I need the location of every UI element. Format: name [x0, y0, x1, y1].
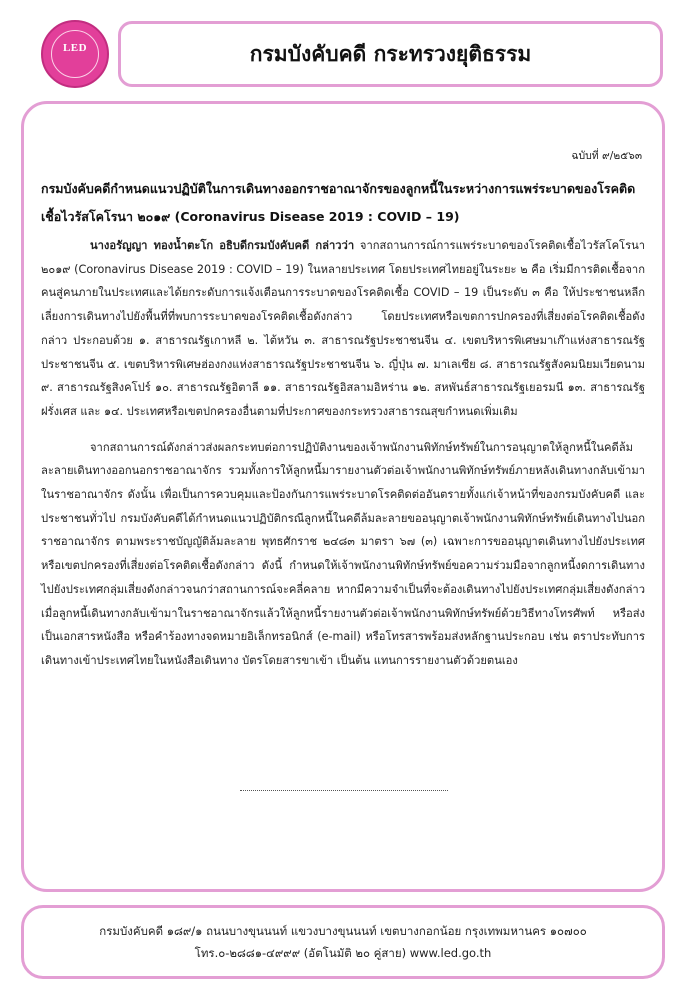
logo [41, 20, 109, 88]
speaker: นางอรัญญา ทองน้ำตะโก อธิบดีกรมบังคับคดี กล่าวว่า [90, 239, 355, 252]
logo-ring [51, 30, 99, 78]
footer-address: กรมบังคับคดี ๑๘๙/๑ ถนนบางขุนนนท์ แขวงบางขุนนนท์ เขตบางกอกน้อย กรุงเทพมหานคร ๑๐๗๐๐ [99, 924, 587, 938]
headline: กรมบังคับคดีกำหนดแนวปฏิบัติในการเดินทางออกราชอาณาจักรของลูกหนี้ในระหว่างการแพร่ระบาดของโรคติดเชื้อไวรัสโคโรนา ๒๐๑๙ (Coronavirus Disease 2019 : COVID – 19) [41, 181, 636, 224]
paragraph-2: จากสถานการณ์ดังกล่าวส่งผลกระทบต่อการปฏิบัติงานของเจ้าพนักงานพิทักษ์ทรัพย์ในการอนุญาตให้ลูกหนี้ในคดีล้มละลายเดินทางออกนอกราชอาณาจักร รวมทั้งการให้ลูกหนี้มารายงานตัวต่อเจ้าพนักงานพิทักษ์ทรัพย์ภายหลังเดินทางกลับเข้ามาในราชอาณาจักร ดังนั้น เพื่อเป็นการควบคุมและป้องกันการแพร่ระบาดโรคติดต่ออันตรายทั้งแก่เจ้าหน้าที่ของกรมบังคับคดี และประชาชนทั่วไป กรมบังคับคดีได้กำหนดแนวปฏิบัติกรณีลูกหนี้ในคดีล้มละลายขออนุญาตเจ้าพนักงานพิทักษ์ทรัพย์เดินทางไปนอกราชอาณาจักร ตามพระราชบัญญัติล้มละลาย พุทธศักราช ๒๔๘๓ มาตรา ๖๗ (๓) เฉพาะการขออนุญาตเดินทางไปยังประเทศหรือเขตปกครองที่เสี่ยงต่อโรคติดเชื้อดังกล่าว ดังนี้ กำหนดให้เจ้าพนักงานพิทักษ์ทรัพย์ขอความร่วมมือจากลูกหนี้งดการเดินทางไปยังประเทศกลุ่มเสี่ยงดังกล่าวจนกว่าสถานการณ์จะคลี่คลาย หากมีความจำเป็นที่จะต้องเดินทางไปยังประเทศกลุ่มเสี่ยงดังกล่าว เมื่อลูกหนี้เดินทางกลับเข้ามาในราชอาณาจักรแล้วให้ลูกหนี้รายงานตัวต่อเจ้าพนักงานพิทักษ์ทรัพย์ด้วยวิธีทางโทรศัพท์ หรือส่งเป็นเอกสารหนังสือ หรือคำร้องทางจดหมายอิเล็กทรอนิกส์ (e-mail) หรือโทรสารพร้อมส่งหลักฐานประกอบ เช่น ตราประทับการเดินทางเข้าประเทศไทยในหนังสือเดินทาง บัตรโดยสารขาเข้า เป็นต้น แทนการรายงานตัวด้วยตนเอง [41, 440, 645, 667]
footer-contact: โทร.๐-๒๘๘๑-๔๙๙๙ (อัตโนมัติ ๒๐ คู่สาย) www.led.go.th [194, 946, 492, 960]
logo-text: LED [62, 42, 88, 54]
issue-number: ฉบับที่ ๙/๒๕๖๓ [571, 150, 642, 162]
footer [21, 905, 665, 979]
paragraph-1-text: จากสถานการณ์การแพร่ระบาดของโรคติดเชื้อไวรัสโคโรนา ๒๐๑๙ (Coronavirus Disease 2019 : COVID – 19) ในหลายประเทศ โดยประเทศไทยอยู่ในระยะ ๒ คือ เริ่มมีการติดเชื้อจากคนสู่คนภายในประเทศและได้ยกระดับการแจ้งเตือนการระบาดของโรคติดเชื้อ COVID – 19 เป็นระดับ ๓ คือ ให้ประชาชนหลีกเลี่ยงการเดินทางไปยังพื้นที่ที่พบการระบาดของโรคติดเชื้อดังกล่าว โดยประเทศหรือเขตการปกครองที่เสี่ยงต่อโรคติดเชื้อดังกล่าว ประกอบด้วย ๑. สาธารณรัฐเกาหลี ๒. ไต้หวัน ๓. สาธารณรัฐประชาชนจีน ๔. เขตบริหารพิเศษมาเก๊าแห่งสาธารณรัฐประชาชนจีน ๕. เขตบริหารพิเศษฮ่องกงแห่งสาธารณรัฐประชาชนจีน ๖. ญี่ปุ่น ๗. มาเลเซีย ๘. สาธารณรัฐสังคมนิยมเวียดนาม ๙. สาธารณรัฐสิงคโปร์ ๑๐. สาธารณรัฐอิตาลี ๑๑. สาธารณรัฐอิสลามอิหร่าน ๑๒. สหพันธ์สาธารณรัฐเยอรมนี ๑๓. สาธารณรัฐฝรั่งเศส และ ๑๔. ประเทศหรือเขตปกครองอื่นตามที่ประกาศของกระทรวงสาธารณสุขกำหนดเพิ่มเติม [41, 239, 646, 418]
dotted-separator [240, 790, 448, 791]
body-text [41, 234, 645, 673]
paragraph-1 [41, 234, 645, 424]
page-title: กรมบังคับคดี กระทรวงยุติธรรม [249, 41, 532, 66]
header-box [118, 21, 663, 87]
